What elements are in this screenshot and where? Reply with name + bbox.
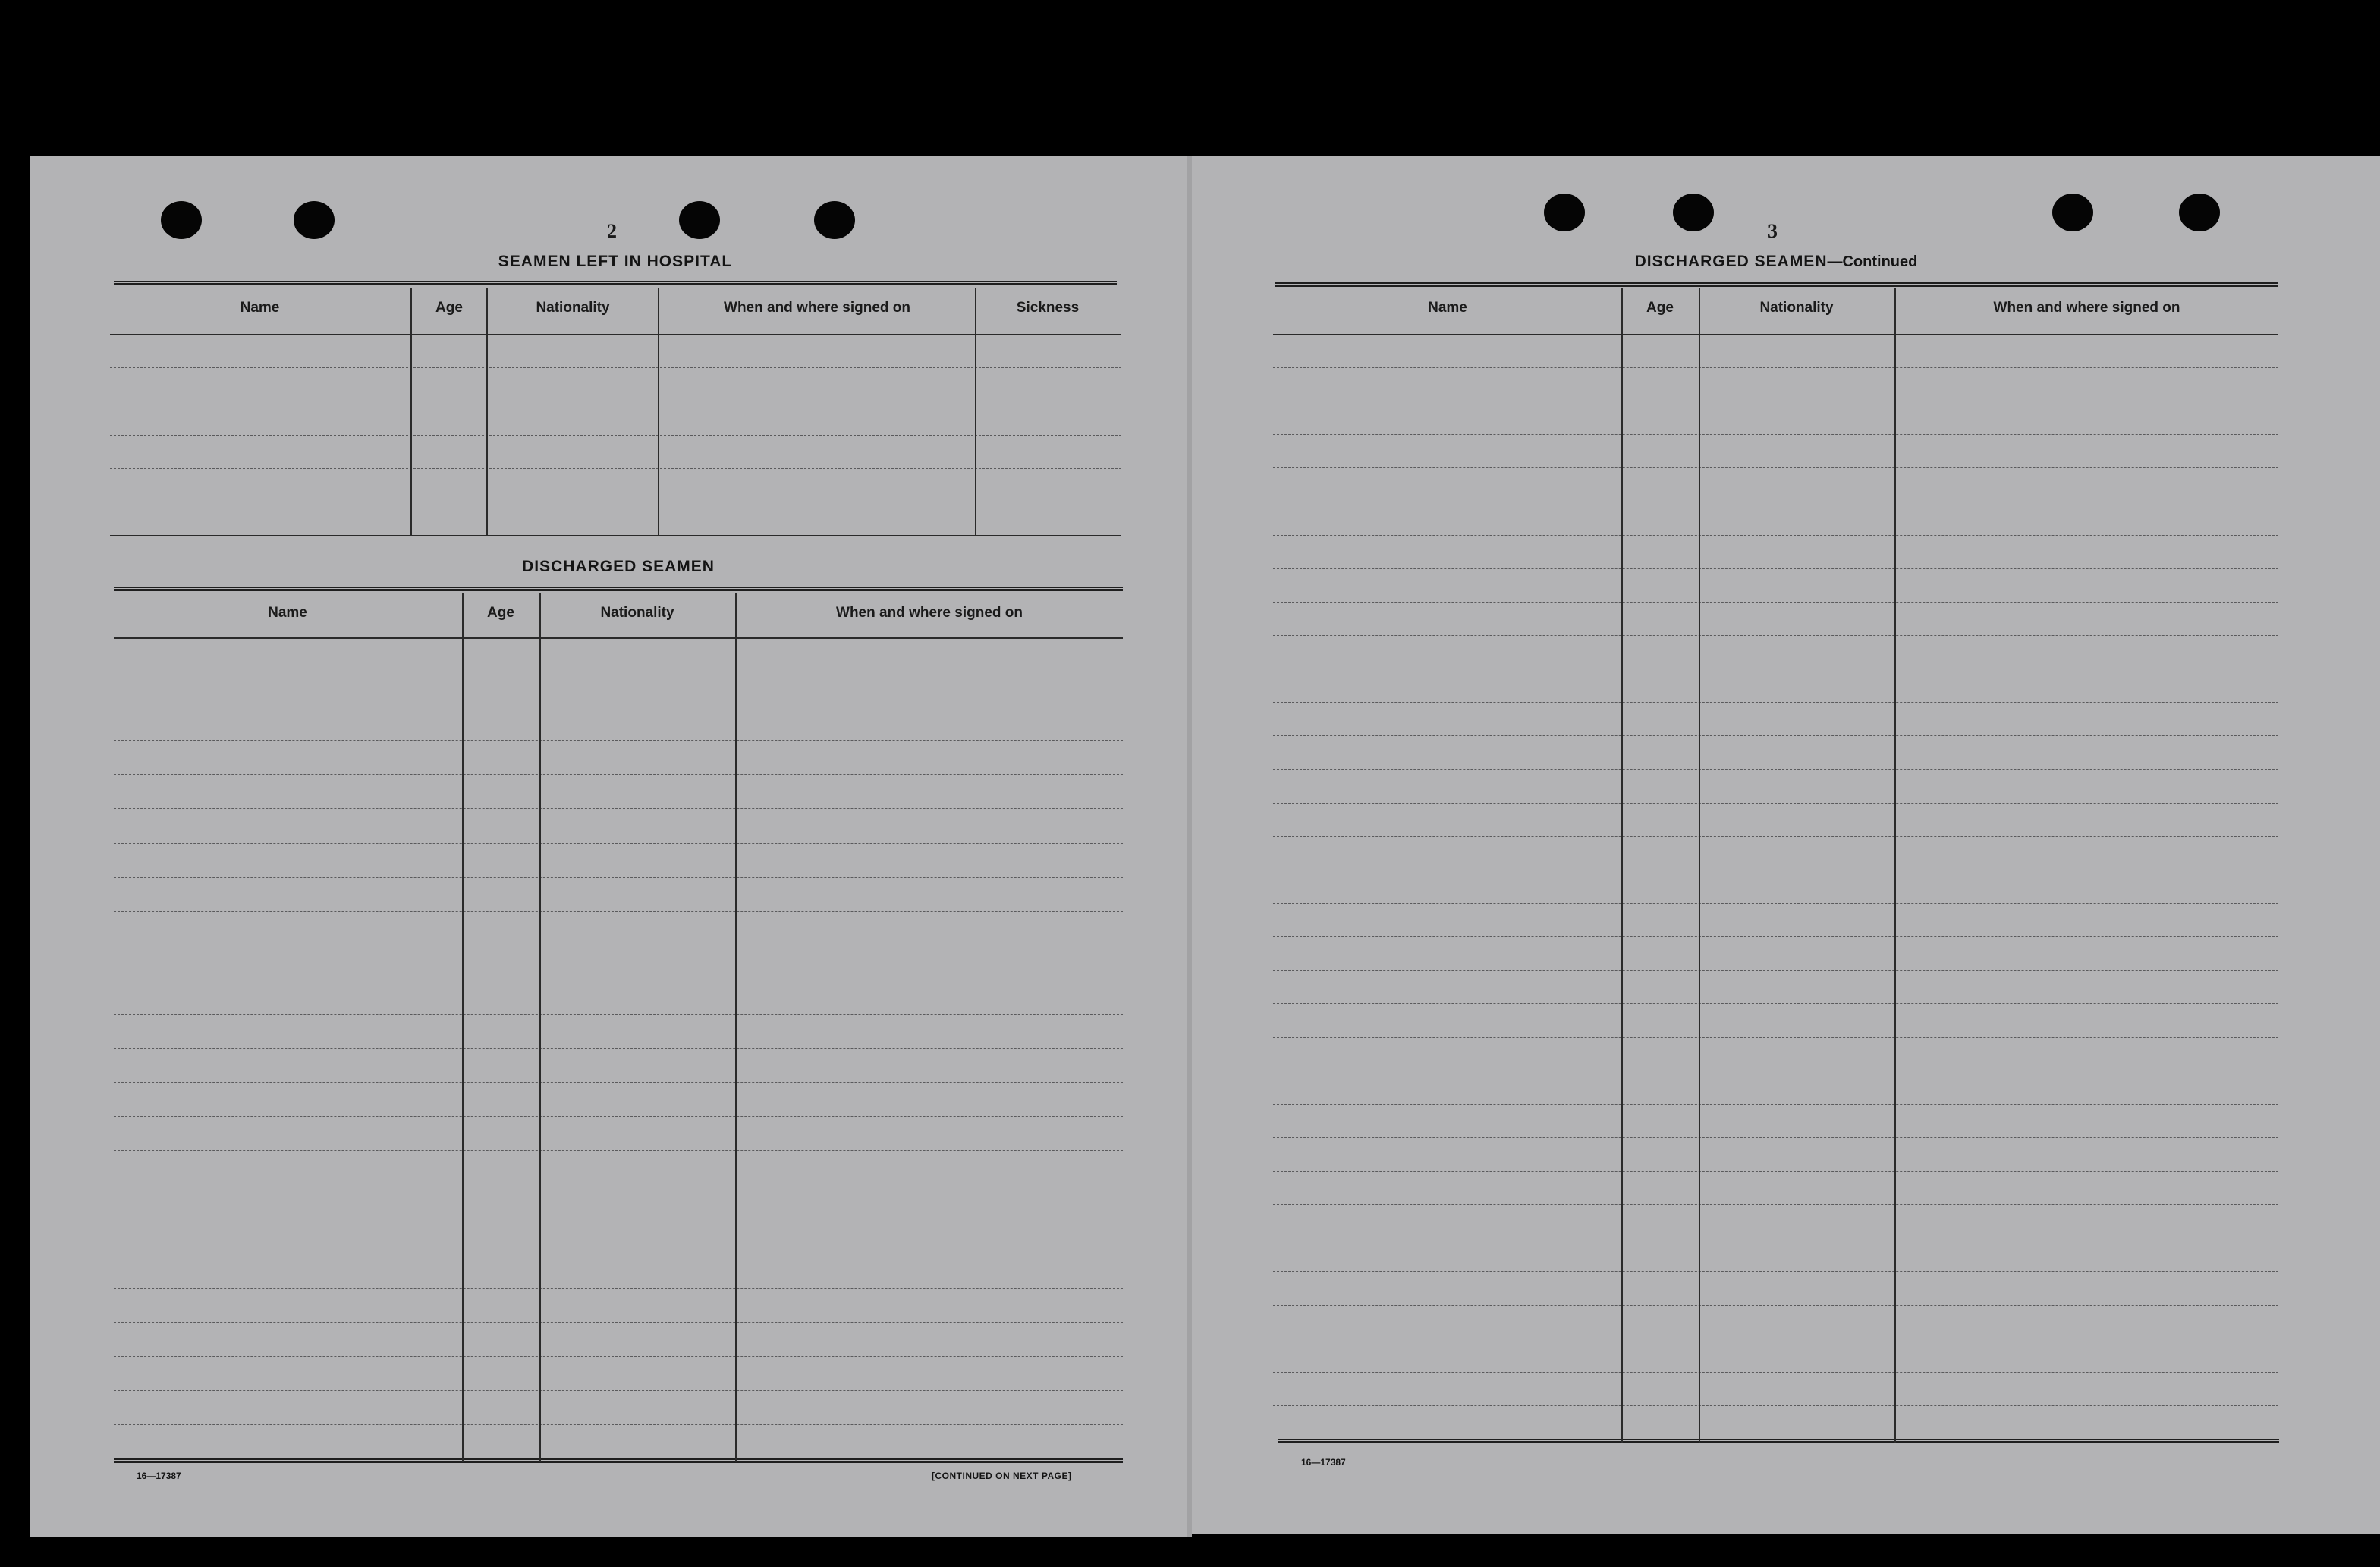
discharged-col-age-right: Age: [1646, 300, 1674, 316]
table-row-line: [1273, 1003, 2278, 1004]
table-row-line: [1273, 1271, 2278, 1272]
table-row-line: [1273, 1204, 2278, 1205]
table-row-line: [1273, 1372, 2278, 1373]
discharged-col-nationality-right: Nationality: [1759, 300, 1834, 316]
page-fold: [1187, 156, 1192, 1537]
table-row-line: [1273, 903, 2278, 904]
punch-hole: [1673, 194, 1714, 231]
hospital-section-title: SEAMEN LEFT IN HOSPITAL: [498, 253, 733, 270]
table-row-line: [1273, 936, 2278, 937]
table-row-line: [1273, 836, 2278, 837]
hospital-col-age: Age: [435, 300, 463, 316]
table-row-line: [1273, 568, 2278, 569]
discharged-col-signed-on-right: When and where signed on: [1993, 300, 2180, 316]
table-row-line: [1273, 1405, 2278, 1406]
table-row-line: [114, 843, 1123, 844]
table-row-line: [114, 740, 1123, 741]
punch-hole: [161, 201, 202, 239]
table-row-line: [1273, 1305, 2278, 1306]
punch-hole: [2052, 194, 2093, 231]
table-row-line: [114, 1288, 1123, 1289]
discharged-col-name-left: Name: [268, 605, 307, 621]
table-row-line: [114, 911, 1123, 912]
table-row-line: [1273, 769, 2278, 770]
footer-code-right: 16—17387: [1301, 1457, 1346, 1468]
discharged-section-title-left: DISCHARGED SEAMEN: [522, 558, 715, 575]
punch-hole: [294, 201, 335, 239]
table-row-line: [1273, 1037, 2278, 1038]
table-row-line: [114, 774, 1123, 775]
hospital-col-name: Name: [240, 300, 280, 316]
table-row-line: [114, 1322, 1123, 1323]
discharged-col-name-right: Name: [1428, 300, 1467, 316]
table-row-line: [114, 1116, 1123, 1117]
punch-hole: [814, 201, 855, 239]
table-row-line: [1273, 535, 2278, 536]
page-number-left: 2: [607, 220, 617, 242]
punch-hole: [1544, 194, 1585, 231]
table-row-line: [114, 877, 1123, 878]
table-row-line: [1273, 803, 2278, 804]
table-row-line: [114, 1424, 1123, 1425]
hospital-col-nationality: Nationality: [536, 300, 610, 316]
table-row-line: [1273, 1104, 2278, 1105]
table-row-line: [1273, 702, 2278, 703]
right-page: [1191, 156, 2380, 1534]
table-row-line: [114, 1390, 1123, 1391]
discharged-title-continued: —Continued: [1827, 253, 1918, 270]
table-row-line: [1273, 635, 2278, 636]
discharged-section-title-right: [1275, 253, 2278, 271]
discharged-title-main: DISCHARGED SEAMEN: [1634, 253, 1828, 270]
table-row-line: [114, 1048, 1123, 1049]
table-row-line: [114, 808, 1123, 809]
table-row-line: [1273, 970, 2278, 971]
table-row-line: [114, 1014, 1123, 1015]
table-row-line: [1273, 1137, 2278, 1138]
hospital-col-sickness: Sickness: [1016, 300, 1080, 316]
table-row-line: [1273, 367, 2278, 368]
table-row-line: [114, 1082, 1123, 1083]
table-row-line: [1273, 735, 2278, 736]
table-row-line: [1273, 1171, 2278, 1172]
punch-hole: [679, 201, 720, 239]
table-row-line: [114, 1150, 1123, 1151]
discharged-col-signed-on-left: When and where signed on: [836, 605, 1023, 621]
table-row-line: [110, 468, 1121, 469]
discharged-col-age-left: Age: [487, 605, 514, 621]
table-row-line: [1273, 467, 2278, 468]
page-number-right: 3: [1768, 220, 1778, 242]
table-row-line: [1273, 434, 2278, 435]
footer-continued: [CONTINUED ON NEXT PAGE]: [932, 1471, 1072, 1481]
table-row-line: [110, 367, 1121, 368]
punch-hole: [2179, 194, 2220, 231]
hospital-col-signed-on: When and where signed on: [724, 300, 910, 316]
table-row-line: [110, 435, 1121, 436]
table-row-line: [114, 1356, 1123, 1357]
left-page: [30, 156, 1187, 1537]
discharged-col-nationality-left: Nationality: [600, 605, 674, 621]
table-row-line: [1273, 602, 2278, 603]
footer-code-left: 16—17387: [137, 1471, 181, 1481]
